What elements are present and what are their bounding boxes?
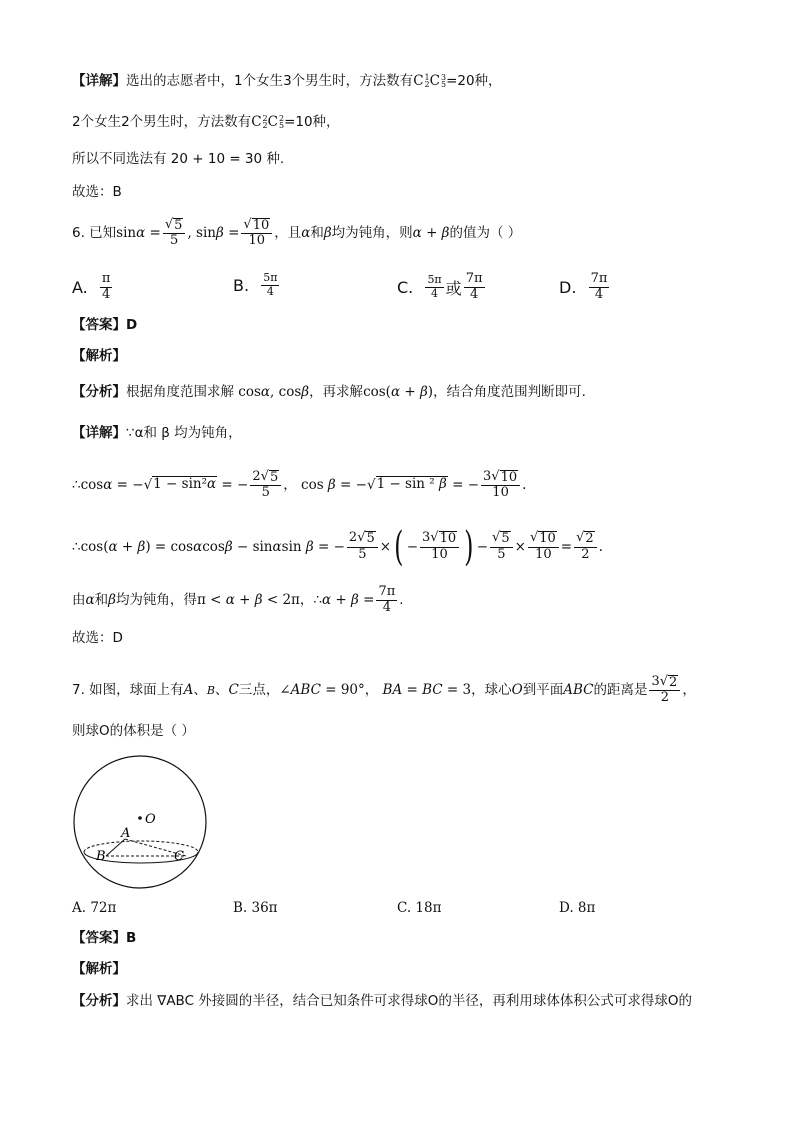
q6-stem [72,218,754,249]
math-expr: α [301,225,311,242]
fraction: 2 √ 5 5 [250,470,281,501]
q7-text: 三点， [238,682,280,699]
q6-option-c[interactable] [397,272,487,303]
math-expr: β [323,225,332,242]
label-a: A [121,826,131,841]
fraction: 3 √ 10 10 [420,531,459,562]
math-expr: cosα, cosβ [234,384,310,400]
sphere-figure [72,752,212,892]
option-label: D. [559,277,577,297]
math-expr: cos(α + β) [363,384,434,400]
q6-mid-2: 和 [310,225,324,242]
analysis-tag: 【解析】 [72,961,126,977]
q6-analysis [72,347,754,366]
q5-value-1: =20种， [446,73,502,89]
q6-range-line: 由 α 和 β 均为钝角，得 π < α + β < 2π ， ∴α + β = $\frac{7\pi}{4}$ . [72,584,404,615]
label-b: B [96,849,106,864]
q7-text: ，球心 [471,682,512,699]
fraction: $\frac{5\pi}{4}$ [427,273,442,300]
q6-sum-line: ∴cos(α + β) = cosαcosβ − sinαsin β = − 2 √ 5 5 × ( − 3 √ 10 10 ) − √ 5 5 × √ 10 10 = √ 2 2 . [72,524,603,570]
q6-choose: 故选：D [72,630,123,646]
q5-text-2: 2个女生2个男生时，方法数有 [72,114,252,130]
fraction: $\frac{\pi}{4}$ [101,271,111,302]
q5-detail-line-2 [72,113,754,132]
math-expr: α [85,591,95,608]
fraction: √ 2 2 [574,531,597,562]
q5-choose: 故选：B [72,184,122,200]
fenxi-text: ，结合角度范围判断即可. [433,384,586,400]
q6-cos-line: ∴cosα = − √ 1 − sin²α = − 2 √ 5 5 ， cos β = − √ 1 − sin ² β = − 3 √ 10 10 . [72,469,527,501]
fraction: $\frac{5\pi}{4}$ [263,271,278,298]
q7-option-b[interactable]: B. 36π [233,900,278,916]
label-o: O [145,812,156,827]
fenxi-tag: 【分析】 [72,993,126,1009]
option-label: C. [397,277,414,297]
q6-option-b[interactable] [233,272,281,298]
detail-tag: 【详解】 [72,425,126,441]
math-expr: ∴α + β = [313,591,375,608]
q7-text: 7. 如图，球面上有 [72,682,184,699]
q7-analysis [72,960,754,979]
combination-formula: C 2 2 C 2 5 [251,114,285,131]
q7-answer [72,929,754,948]
q5-detail-line-3: 所以不同选法有 20 + 10 = 30 种. [72,151,285,167]
math-expr: O [511,682,523,699]
detail-text: 和 [94,591,109,608]
fraction: √ 10 10 [528,531,559,562]
q6-mid-4: 的值为（ ） [449,225,522,242]
detail-text: ∵α和 β 均为钝角， [126,425,242,441]
fraction: 3 √ 2 2 [649,675,680,706]
option-label: A. [72,277,88,297]
answer-text: 【答案】B [72,930,137,946]
fenxi-text: 根据角度范围求解 [126,384,234,400]
detail-text: 由 [72,591,86,608]
fenxi-text: 求出 ∇ABC 外接圆的半径，结合已知条件可求得球O的半径，再利用球体体积公式可求得球O的 [126,993,693,1009]
q6-mid-3: 均为钝角，则 [331,225,413,242]
math-expr: β [108,591,116,608]
detail-tag: 【详解】 [72,73,126,89]
q7-stem-2: 则球O的体积是（ ） [72,723,195,739]
fraction: $\frac{7\pi}{4}$ [378,584,396,615]
q5-detail-line-1 [72,72,754,91]
answer-text: 【答案】D [72,317,138,333]
fraction: √ 5 5 [490,531,513,562]
math-expr: C [228,682,239,699]
detail-text: 均为钝角，得 [115,591,197,608]
q7-option-d[interactable]: D. 8π [559,900,596,916]
math-expr: α + β [412,225,450,242]
combination-formula: C 1 2 C 3 5 [413,73,447,90]
fraction: 3 √ 10 10 [481,470,520,501]
q6-mid-1: ，且 [274,225,302,242]
q7-text: 到平面 [522,682,564,699]
q6-prefix: 6. 已知 [72,225,117,242]
analysis-tag: 【解析】 [72,348,126,364]
math-expr: A [183,682,194,699]
fraction: √ 10 10 [241,218,272,249]
label-c: C [174,849,184,864]
fenxi-text: ，再求解 [309,384,364,400]
option-label: B. [233,275,250,295]
q6-answer [72,316,754,335]
q7-option-a[interactable]: A. 72π [72,900,117,916]
q5-text-1: 选出的志愿者中，1个女生3个男生时，方法数有 [126,73,414,89]
q6-option-d[interactable] [559,272,611,303]
fraction: √ 5 5 [163,218,186,249]
math-expr: ∠ABC = 90°， BA = BC = 3 [279,682,472,699]
fraction: $\frac{7\pi}{4}$ [590,271,608,302]
q6-detail [72,424,754,443]
sqrt: √ 1 − sin ² β [366,476,447,494]
or-text: 或 [445,278,462,298]
math-expr: sinα = [116,225,161,242]
math-expr: ABC [563,682,594,699]
math-expr: π < α + β < 2π [196,591,300,608]
center-point [138,816,142,820]
q5-value-2: =10种， [284,114,340,130]
q6-option-a[interactable] [72,272,114,303]
fraction: 2 √ 5 5 [347,531,378,562]
q7-text: 的距离是 [593,682,648,699]
sqrt: √ 1 − sin²α [143,476,217,494]
q7-stem: 7. 如图，球面上有 A 、 B 、 C 三点， ∠ABC = 90°， BA = BC = 3 ，球心 O 到平面 ABC 的距离是 3 √ 2 2 ， [72,674,696,706]
sphere-outline [74,756,206,888]
detail-text: ， [299,591,314,608]
q7-option-c[interactable]: C. 18π [397,900,442,916]
math-expr: , sinβ = [187,225,240,242]
q7-fenxi [72,992,754,1011]
math-expr: B [206,683,216,697]
fraction: $\frac{7\pi}{4}$ [465,271,483,302]
q6-fenxi [72,383,754,402]
fenxi-tag: 【分析】 [72,384,126,400]
segment-ab [106,839,125,856]
